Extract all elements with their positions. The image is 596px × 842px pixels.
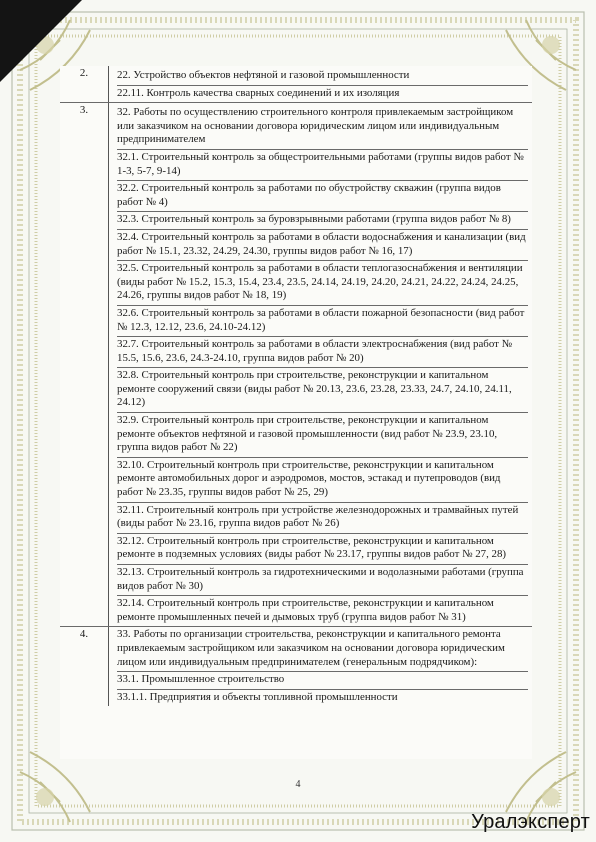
list-item: 32.12. Строительный контроль при строительстве, реконструкции и капитальном ремонте в подземных условиях (виды работ № 23.17, группы видов работ № 27, 28) <box>117 533 528 564</box>
row-content <box>109 103 533 627</box>
list-item: 32.2. Строительный контроль за работами по обустройству скважин (группа видов работ № 4) <box>117 180 528 211</box>
list-item: 22.11. Контроль качества сварных соединений и их изоляция <box>117 85 528 103</box>
list-item: 33.1. Промышленное строительство <box>117 671 528 689</box>
list-item: 32.4. Строительный контроль за работами в области водоснабжения и канализации (вид работ № 15.1, 23.32, 24.29, 24.30, группы видов работ № 16, 17) <box>117 229 528 260</box>
list-item: 32.8. Строительный контроль при строительстве, реконструкции и капитальном ремонте сооружений связи (виды работ № 20.13, 23.6, 23.28, 23.33, 24.7, 24.10, 24.11, 24.12) <box>117 367 528 412</box>
list-item: 22. Устройство объектов нефтяной и газовой промышленности <box>117 69 410 81</box>
list-item: 32.7. Строительный контроль за работами в области электроснабжения (вид работ № 15.5, 15.6, 23.6, 24.3-24.10, группа видов работ № 20) <box>117 336 528 367</box>
list-item: 32.13. Строительный контроль за гидротехническими и водолазными работами (группа видов работ № 30) <box>117 564 528 595</box>
list-item: 32.3. Строительный контроль за буровзрывными работами (группа видов работ № 8) <box>117 211 528 229</box>
work-types-table <box>60 66 532 759</box>
row-content <box>109 627 533 706</box>
row-content <box>109 66 533 103</box>
row-number: 3. <box>60 103 109 627</box>
table-row <box>60 103 532 627</box>
list-item: 32.14. Строительный контроль при строительстве, реконструкции и капитальном ремонте промышленных печей и дымовых труб (группа видов работ № 31) <box>117 595 528 626</box>
watermark: Уралэксперт <box>471 811 590 833</box>
document-table <box>60 66 532 706</box>
list-item: 32.1. Строительный контроль за общестроительными работами (группы видов работ № 1-3, 5-7, 9-14) <box>117 149 528 180</box>
list-item: 33.1.1. Предприятия и объекты топливной промышленности <box>117 689 528 707</box>
list-item: 32.9. Строительный контроль при строительстве, реконструкции и капитальном ремонте объектов нефтяной и газовой промышленности (вид работ № 23.9, 23.10, группа видов работ № 22) <box>117 412 528 457</box>
list-item: 32.5. Строительный контроль за работами в области теплогазоснабжения и вентиляции (виды работ № 15.2, 15.3, 15.4, 23.4, 23.5, 24.14, 24.19, 24.20, 24.21, 24.22, 24.24, 24.25, 24.26, группы видов работ № 18, 19) <box>117 260 528 305</box>
row-number: 2. <box>60 66 109 103</box>
list-item: 33. Работы по организации строительства, реконструкции и капитального ремонта привлекаемым застройщиком или заказчиком на основании договора юридическим лицом или индивидуальным предпринимателем (генеральным подрядчиком): <box>117 628 505 668</box>
list-item: 32.6. Строительный контроль за работами в области пожарной безопасности (вид работ № 12.3, 12.12, 23.6, 24.10-24.12) <box>117 305 528 336</box>
list-item: 32. Работы по осуществлению строительного контроля привлекаемым застройщиком или заказчиком на основании договора юридическим лицом или индивидуальным предпринимателем <box>117 106 514 146</box>
table-row <box>60 627 532 706</box>
list-item: 32.10. Строительный контроль при строительстве, реконструкции и капитальном ремонте автомобильных дорог и аэродромов, мостов, эстакад и путепроводов (вид работ № 23.35, группы видов работ № 25, 29) <box>117 457 528 502</box>
row-number: 4. <box>60 627 109 706</box>
list-item: 32.11. Строительный контроль при устройстве железнодорожных и трамвайных путей (виды работ № 23.16, группа видов работ № 26) <box>117 502 528 533</box>
page-number: 4 <box>295 779 301 790</box>
table-row <box>60 66 532 103</box>
